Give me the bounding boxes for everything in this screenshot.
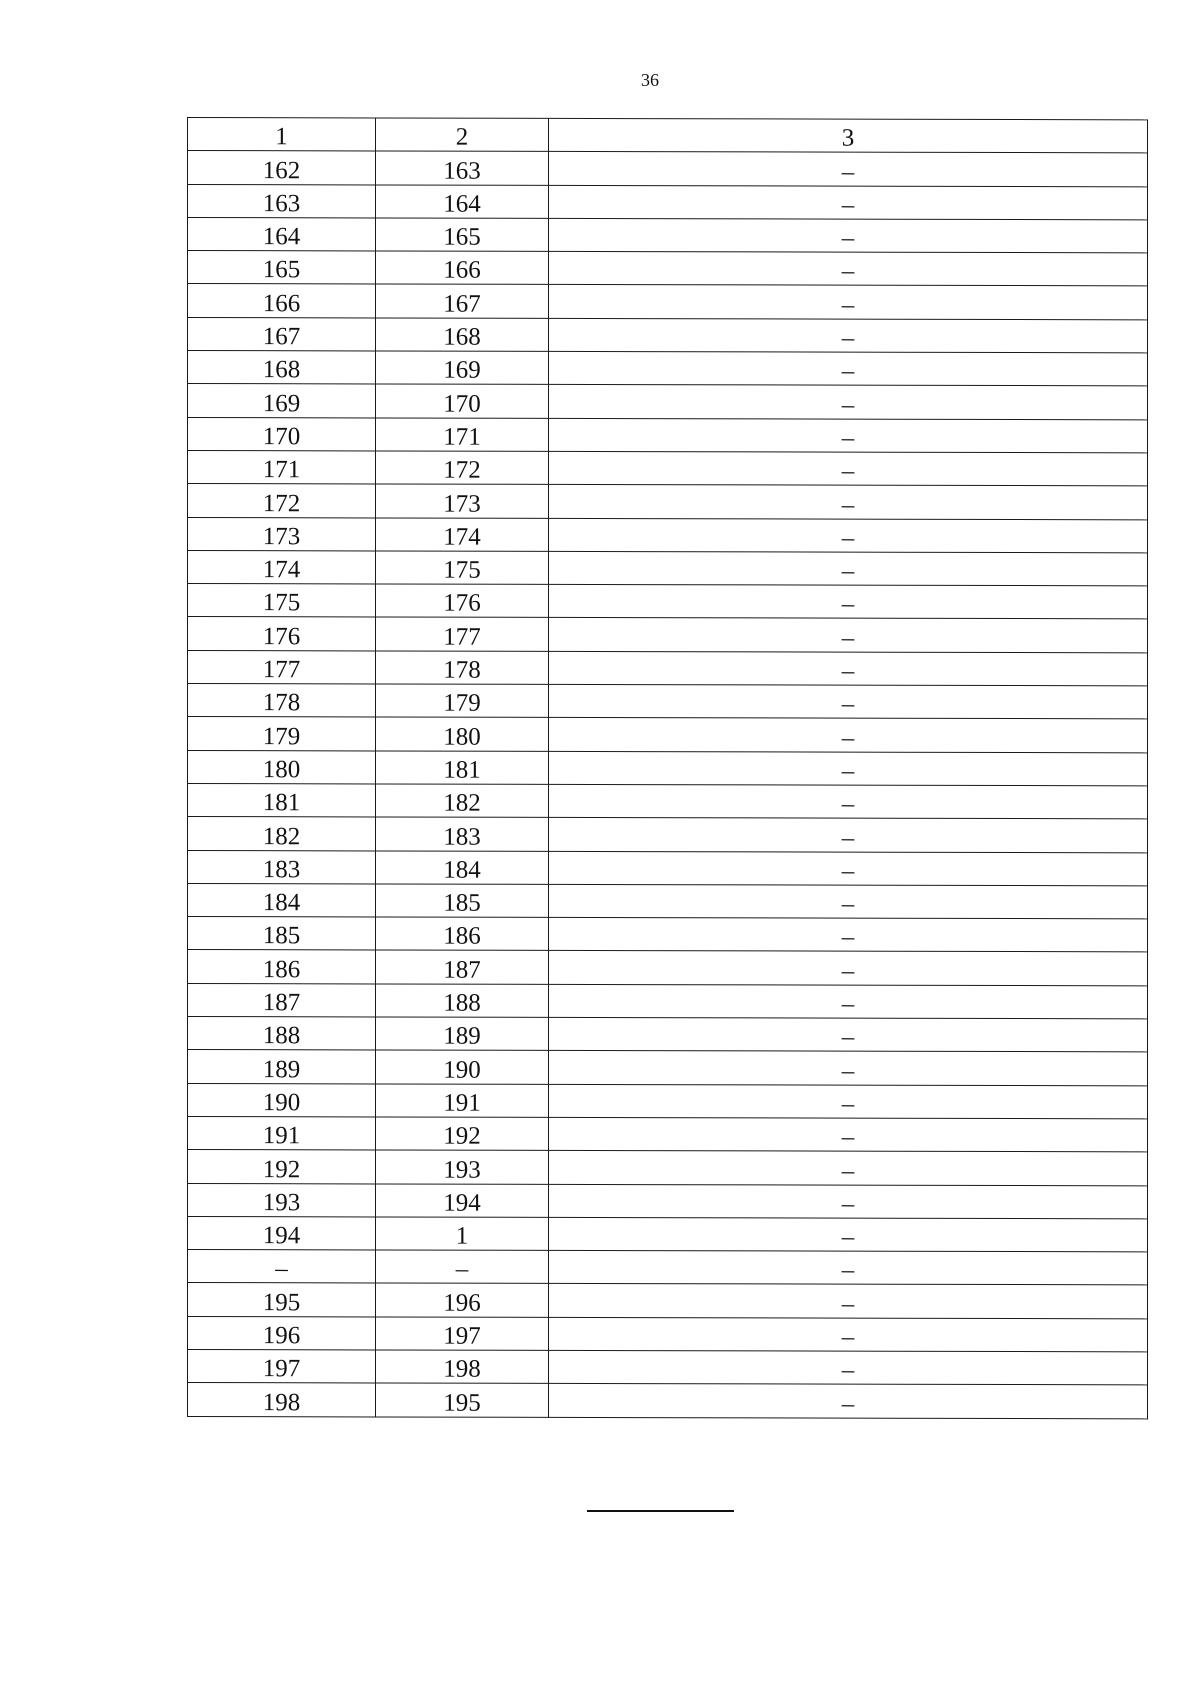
table-cell-col-3: – [549, 1084, 1148, 1119]
table-row [188, 384, 1148, 420]
table-cell-col-3: – [549, 651, 1148, 686]
table-cell-col-1: 186 [188, 950, 376, 984]
table-cell-col-3: – [549, 718, 1148, 753]
table-cell-col-1: 188 [188, 1017, 376, 1051]
table-cell-col-2: 187 [376, 950, 549, 984]
table-cell-col-2: 172 [376, 451, 549, 485]
table-cell-col-3: – [549, 385, 1148, 420]
table-cell-col-1: 169 [188, 384, 376, 418]
table-cell-col-1: 193 [188, 1183, 376, 1217]
table-row [188, 151, 1148, 187]
table-row [188, 617, 1148, 653]
table-cell-col-2: 1 [376, 1217, 549, 1251]
table-cell-col-1: 163 [188, 184, 376, 218]
table-cell-col-3: – [549, 518, 1148, 553]
table-cell-col-3: – [549, 585, 1148, 620]
table-cell-col-1: 165 [188, 251, 376, 285]
column-header-1: 1 [188, 118, 376, 152]
column-header-2: 2 [376, 118, 549, 152]
table-cell-col-2: 190 [376, 1050, 549, 1084]
table-cell-col-1: 167 [188, 317, 376, 351]
table-row [188, 317, 1148, 353]
column-header-3: 3 [549, 118, 1148, 153]
table-cell-col-1: 184 [188, 883, 376, 917]
table-row [188, 417, 1148, 453]
table-cell-col-2: 185 [376, 884, 549, 918]
table-cell-col-1: 189 [188, 1050, 376, 1084]
table-row [188, 584, 1148, 620]
table-row [188, 217, 1148, 253]
table-cell-col-3: – [549, 1250, 1148, 1285]
table-cell-col-1: 185 [188, 917, 376, 951]
table-cell-col-1: 191 [188, 1116, 376, 1150]
table-cell-col-1: 181 [188, 783, 376, 817]
data-table-container [187, 117, 1148, 1419]
table-cell-col-2: 174 [376, 518, 549, 552]
table-cell-col-1: 178 [188, 684, 376, 718]
table-cell-col-1: 187 [188, 983, 376, 1017]
table-row [188, 351, 1148, 387]
table-cell-col-3: – [549, 1317, 1148, 1352]
table-cell-col-3: – [549, 884, 1148, 919]
table-cell-col-2: 197 [376, 1317, 549, 1351]
table-cell-col-1: 176 [188, 617, 376, 651]
data-table [187, 117, 1148, 1419]
table-row [188, 450, 1148, 486]
table-cell-col-3: – [549, 351, 1148, 386]
table-row [188, 1216, 1148, 1252]
table-cell-col-2: 178 [376, 651, 549, 685]
table-cell-col-3: – [549, 1151, 1148, 1186]
table-row [188, 1383, 1148, 1419]
table-cell-col-3: – [549, 1284, 1148, 1319]
table-cell-col-1: 172 [188, 484, 376, 518]
table-row [188, 550, 1148, 586]
table-cell-col-2: 179 [376, 684, 549, 718]
table-cell-col-2: 170 [376, 384, 549, 418]
table-cell-col-1: 175 [188, 584, 376, 618]
table-row [188, 783, 1148, 819]
table-row [188, 983, 1148, 1019]
table-cell-col-3: – [549, 684, 1148, 719]
table-cell-col-3: – [549, 418, 1148, 453]
table-cell-col-3: – [549, 751, 1148, 786]
table-cell-col-3: – [549, 1217, 1148, 1252]
table-cell-col-2: 177 [376, 617, 549, 651]
table-row [188, 684, 1148, 720]
table-cell-col-1: 168 [188, 351, 376, 385]
table-cell-col-3: – [549, 185, 1148, 220]
table-cell-col-2: 184 [376, 850, 549, 884]
table-cell-col-2: 191 [376, 1084, 549, 1118]
table-cell-col-1: 195 [188, 1283, 376, 1317]
page-number: 36 [641, 70, 659, 90]
table-cell-col-3: – [549, 1117, 1148, 1152]
table-cell-col-1: 179 [188, 717, 376, 751]
table-cell-col-3: – [549, 451, 1148, 486]
table-row [188, 883, 1148, 919]
table-cell-col-3: – [549, 152, 1148, 187]
table-cell-col-1: 182 [188, 817, 376, 851]
table-cell-col-1: 190 [188, 1083, 376, 1117]
table-cell-col-1: 194 [188, 1216, 376, 1250]
table-cell-col-2: 194 [376, 1183, 549, 1217]
table-cell-col-1: 183 [188, 850, 376, 884]
table-cell-col-2: 165 [376, 218, 549, 252]
table-cell-col-3: – [549, 1017, 1148, 1052]
table-cell-col-1: 192 [188, 1150, 376, 1184]
table-cell-col-2: 181 [376, 751, 549, 785]
table-cell-col-2: 186 [376, 917, 549, 951]
table-cell-col-3: – [549, 618, 1148, 653]
table-row [188, 717, 1148, 753]
table-cell-col-3: – [549, 984, 1148, 1019]
table-cell-col-3: – [549, 818, 1148, 853]
table-row [188, 1316, 1148, 1352]
table-cell-col-2: 164 [376, 185, 549, 219]
table-cell-col-2: 192 [376, 1117, 549, 1151]
table-row [188, 1017, 1148, 1053]
table-cell-col-3: – [549, 551, 1148, 586]
table-row [188, 950, 1148, 986]
table-cell-col-1: – [188, 1250, 376, 1284]
table-row [188, 1083, 1148, 1119]
table-cell-col-2: 163 [376, 151, 549, 185]
table-row [188, 284, 1148, 320]
table-cell-col-3: – [549, 1184, 1148, 1219]
table-cell-col-2: 175 [376, 551, 549, 585]
table-cell-col-2: 168 [376, 318, 549, 352]
table-cell-col-2: 198 [376, 1350, 549, 1384]
table-cell-col-2: 189 [376, 1017, 549, 1051]
table-row [188, 184, 1148, 220]
table-cell-col-3: – [549, 285, 1148, 320]
table-row [188, 1150, 1148, 1186]
table-cell-col-1: 196 [188, 1316, 376, 1350]
table-cell-col-2: 188 [376, 984, 549, 1018]
table-cell-col-2: 166 [376, 251, 549, 285]
table-row [188, 484, 1148, 520]
table-cell-col-1: 180 [188, 750, 376, 784]
table-row [188, 517, 1148, 553]
table-row [188, 1183, 1148, 1219]
table-cell-col-1: 162 [188, 151, 376, 185]
table-cell-col-2: 183 [376, 817, 549, 851]
table-row [188, 750, 1148, 786]
table-cell-col-2: 195 [376, 1383, 549, 1417]
table-row [188, 1250, 1148, 1286]
table-cell-col-1: 173 [188, 517, 376, 551]
table-row [188, 1116, 1148, 1152]
table-row [188, 1050, 1148, 1086]
table-cell-col-2: 180 [376, 717, 549, 751]
table-cell-col-1: 177 [188, 650, 376, 684]
table-cell-col-3: – [549, 918, 1148, 953]
table-cell-col-1: 166 [188, 284, 376, 318]
table-row [188, 817, 1148, 853]
table-cell-col-1: 174 [188, 550, 376, 584]
table-cell-col-2: 171 [376, 418, 549, 452]
table-cell-col-1: 171 [188, 450, 376, 484]
table-cell-col-3: – [549, 1384, 1148, 1419]
table-cell-col-3: – [549, 851, 1148, 886]
table-cell-col-3: – [549, 1051, 1148, 1086]
table-cell-col-3: – [549, 951, 1148, 986]
table-cell-col-3: – [549, 318, 1148, 353]
table-cell-col-2: 167 [376, 284, 549, 318]
table-cell-col-2: 182 [376, 784, 549, 818]
table-cell-col-2: 193 [376, 1150, 549, 1184]
table-row [188, 1283, 1148, 1319]
table-body [188, 118, 1148, 1419]
table-cell-col-1: 170 [188, 417, 376, 451]
table-cell-col-3: – [549, 1350, 1148, 1385]
table-cell-col-2: 176 [376, 584, 549, 618]
table-cell-col-3: – [549, 485, 1148, 520]
table-row [188, 1349, 1148, 1385]
table-cell-col-2: 196 [376, 1283, 549, 1317]
table-cell-col-3: – [549, 784, 1148, 819]
end-of-document-rule [587, 1510, 734, 1512]
table-row [188, 917, 1148, 953]
table-cell-col-1: 197 [188, 1349, 376, 1383]
table-header-row [188, 118, 1148, 154]
table-cell-col-2: 173 [376, 484, 549, 518]
table-cell-col-3: – [549, 218, 1148, 253]
table-cell-col-1: 164 [188, 217, 376, 251]
table-cell-col-2: – [376, 1250, 549, 1284]
table-cell-col-2: 169 [376, 351, 549, 385]
table-row [188, 251, 1148, 287]
table-cell-col-3: – [549, 252, 1148, 287]
table-cell-col-1: 198 [188, 1383, 376, 1417]
table-row [188, 650, 1148, 686]
table-row [188, 850, 1148, 886]
